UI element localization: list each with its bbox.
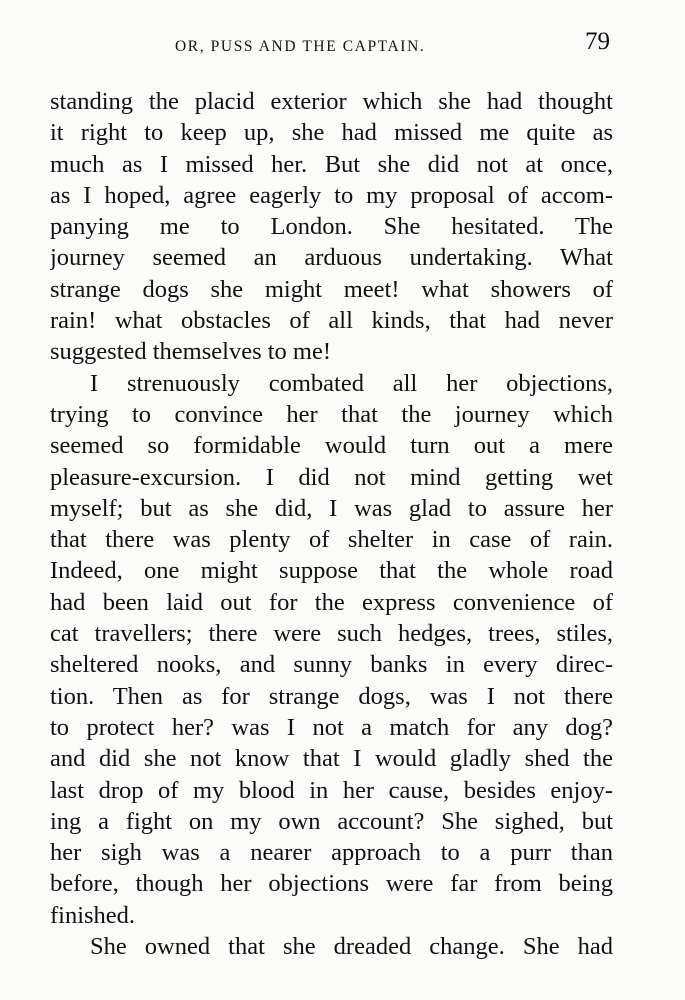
text-line: to protect her? was I not a match for any dog? — [50, 713, 613, 741]
running-header — [50, 28, 610, 68]
text-line: last drop of my blood in her cause, besides enjoy- — [50, 776, 613, 804]
text-line: and did she not know that I would gladly shed the — [50, 745, 613, 773]
text-line: had been laid out for the express convenience of — [50, 588, 613, 616]
text-line: sheltered nooks, and sunny banks in every direc- — [50, 651, 613, 679]
text-line: tion. Then as for strange dogs, was I not there — [50, 682, 613, 710]
text-line: trying to convince her that the journey which — [50, 400, 613, 428]
text-line: it right to keep up, she had missed me quite as — [50, 119, 613, 147]
text-line: cat travellers; there were such hedges, trees, stiles, — [50, 620, 613, 648]
text-line: finished. — [50, 901, 136, 929]
text-line: panying me to London. She hesitated. The — [50, 213, 613, 241]
text-line: standing the placid exterior which she had thought — [50, 88, 613, 115]
text-line: Indeed, one might suppose that the whole road — [50, 557, 613, 585]
text-line: her sigh was a nearer approach to a purr than — [50, 839, 613, 867]
text-line: before, though her objections were far from being — [50, 870, 613, 898]
text-line: strange dogs she might meet! what showers of — [50, 275, 613, 303]
text-line: rain! what obstacles of all kinds, that had never — [50, 307, 613, 335]
body-text — [50, 86, 613, 962]
text-line: as I hoped, agree eagerly to my proposal of accom- — [50, 181, 613, 209]
text-line: myself; but as she did, I was glad to assure her — [50, 494, 613, 522]
text-line: that there was plenty of shelter in case of rain. — [50, 526, 613, 554]
running-title: OR, PUSS AND THE CAPTAIN. — [175, 38, 426, 55]
text-line: seemed so formidable would turn out a mere — [50, 432, 613, 460]
text-line: suggested themselves to me! — [50, 338, 332, 366]
text-line: much as I missed her. But she did not at once, — [50, 150, 613, 178]
page-number: 79 — [585, 28, 610, 55]
text-line: She owned that she dreaded change. She had — [90, 933, 613, 961]
text-line: journey seemed an arduous undertaking. What — [50, 244, 613, 272]
text-line: ing a fight on my own account? She sighed, but — [50, 807, 613, 835]
text-line: pleasure-excursion. I did not mind getting wet — [50, 463, 613, 491]
text-line: I strenuously combated all her objections, — [90, 369, 613, 397]
